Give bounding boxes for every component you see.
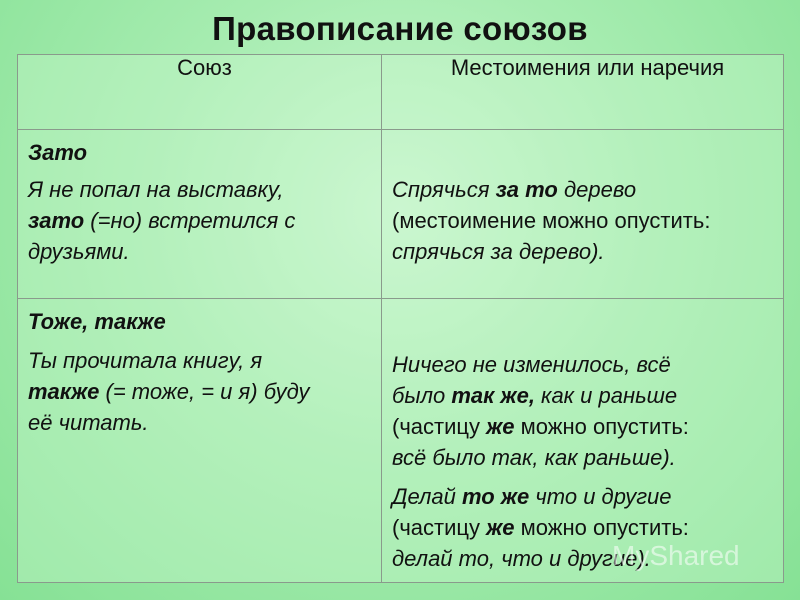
pronoun-example: Спрячься за то дерево (местоимение можно опустить: спрячься за дерево). xyxy=(392,177,711,264)
table-header-row xyxy=(18,55,784,130)
conjunction-example: Ты прочитала книгу, я также (= тоже, = и я) буду её читать. xyxy=(28,348,310,435)
conjunction-cell xyxy=(18,299,382,583)
pronoun-example: Ничего не изменилось, всё было так же, как и раньше (частицу же можно опустить: всё было так, как раньше). xyxy=(392,352,689,470)
conjunction-example: Я не попал на выставку, зато (=но) встретился с друзьями. xyxy=(28,177,296,264)
header-conjunction: Союз xyxy=(18,55,382,130)
conjunction-term: Зато xyxy=(28,140,88,165)
conjunction-cell xyxy=(18,130,382,299)
pronoun-cell xyxy=(382,130,784,299)
table-row xyxy=(18,130,784,299)
header-pronouns-adverbs: Местоимения или наречия xyxy=(382,55,784,130)
conjunction-term: Тоже, также xyxy=(28,309,166,334)
conjunctions-table xyxy=(17,54,784,583)
page-title: Правописание союзов xyxy=(212,10,588,47)
watermark: MyShared xyxy=(612,540,740,571)
pronoun-example-2: Делай то же что и другие (частицу же можно опустить: делай то, что и другие). xyxy=(392,484,689,571)
